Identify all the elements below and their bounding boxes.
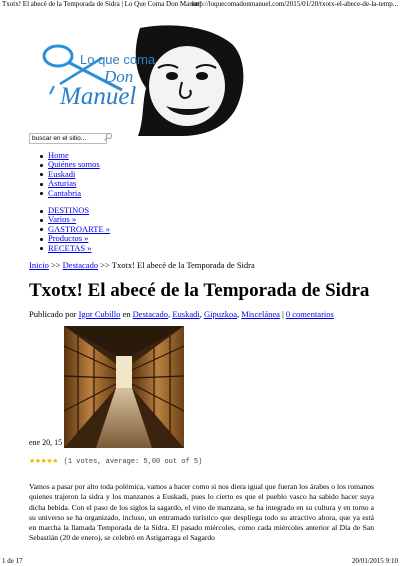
- meta-in: en: [122, 309, 131, 319]
- cider-barrels-photo: [64, 326, 184, 448]
- nav-item-euskadi[interactable]: Euskadi: [48, 170, 100, 179]
- category-nav: [48, 206, 110, 253]
- nav-item-destinos[interactable]: DESTINOS: [48, 206, 110, 215]
- category-link[interactable]: Gipuzkoa: [203, 309, 237, 319]
- category-link[interactable]: Euskadi: [172, 309, 200, 319]
- page-number: 1 de 17: [2, 557, 23, 565]
- nav-item-varios[interactable]: Varios »: [48, 215, 110, 224]
- breadcrumb-separator: >>: [100, 260, 110, 270]
- rating-widget: [29, 457, 202, 466]
- nav-item-quienes-somos[interactable]: Quiénes somos: [48, 159, 100, 170]
- search-input[interactable]: buscar en el sitio...: [29, 133, 107, 144]
- meta-prefix: Publicado por: [29, 309, 77, 319]
- nav-item-recetas[interactable]: RECETAS »: [48, 244, 110, 253]
- print-header-title: Txotx! El abecé de la Temporada de Sidra | Lo Que Coma Don Manuel: [2, 0, 202, 8]
- primary-nav: [48, 151, 100, 198]
- print-footer: [0, 557, 400, 566]
- nav-item-cantabria[interactable]: Cantabria: [48, 189, 100, 198]
- meta-separator: |: [282, 309, 284, 319]
- logo-text-line2: Don: [104, 67, 134, 86]
- nav-item-gastroarte[interactable]: GASTROARTE »: [48, 223, 111, 234]
- print-header: [0, 0, 400, 9]
- author-link[interactable]: Igor Cubillo: [78, 309, 121, 319]
- logo-text-line3: Manuel: [60, 83, 137, 110]
- breadcrumb-separator: >>: [50, 260, 61, 270]
- breadcrumb-current: Txotx! El abecé de la Temporada de Sidra: [111, 260, 255, 270]
- post-body: Vamos a pasar por alto toda polémica, vamos a hacer como si nos diera igual que fueran los árabes o los romanos quienes trajeron la sidra y los manzanos a Euskadi, pues lo cierto es que el pueblo vasco ha sabido hacer suya dicha bebida. Con el paso de los siglos la sagardo, el vino de manzana, se ha integrado en su cultura y en torno a su universo se ha organizado, incluso, un entramado turístico que despliega todo su atractivo ahora, que ya está en marcha la llamada Temporada de la Sidra. El pasado miércoles, como cada miércoles anterior al Día de San Sebastián (20 de enero), se celebró en Astigarraga el Sagardo: [29, 482, 374, 543]
- category-link[interactable]: Miscelánea: [241, 309, 280, 319]
- portrait-illustration: [136, 25, 244, 136]
- print-header-url: http://loquecomadonmanuel.com/2015/01/20/txotx-el-abece-de-la-temp...: [191, 0, 398, 8]
- print-datetime: 20/01/2015 9:10: [351, 557, 398, 565]
- post-date: ene 20, 15: [29, 438, 63, 447]
- breadcrumb-home[interactable]: Inicio: [29, 260, 49, 270]
- category-link[interactable]: Destacado: [132, 309, 169, 319]
- nav-item-home[interactable]: Home: [48, 151, 100, 160]
- breadcrumb: [29, 260, 255, 270]
- comments-link[interactable]: 0 comentarios: [285, 309, 334, 319]
- site-logo[interactable]: [32, 24, 247, 136]
- search-icon[interactable]: [103, 132, 113, 142]
- rating-text: (1 votes, average: 5,00 out of 5): [63, 458, 203, 466]
- nav-item-asturias[interactable]: Asturias: [48, 179, 100, 188]
- star-rating-icon[interactable]: ★★★★★: [29, 457, 58, 465]
- nav-item-productos[interactable]: Productos »: [48, 234, 110, 243]
- post-title: Txotx! El abecé de la Temporada de Sidra: [29, 280, 370, 301]
- post-meta: Publicado por Igor Cubillo en Destacado, Euskadi, Gipuzkoa, Miscelánea | 0 comentarios: [29, 309, 334, 319]
- breadcrumb-category[interactable]: Destacado: [62, 260, 99, 270]
- logo-text-line1: Lo que coma: [80, 52, 156, 67]
